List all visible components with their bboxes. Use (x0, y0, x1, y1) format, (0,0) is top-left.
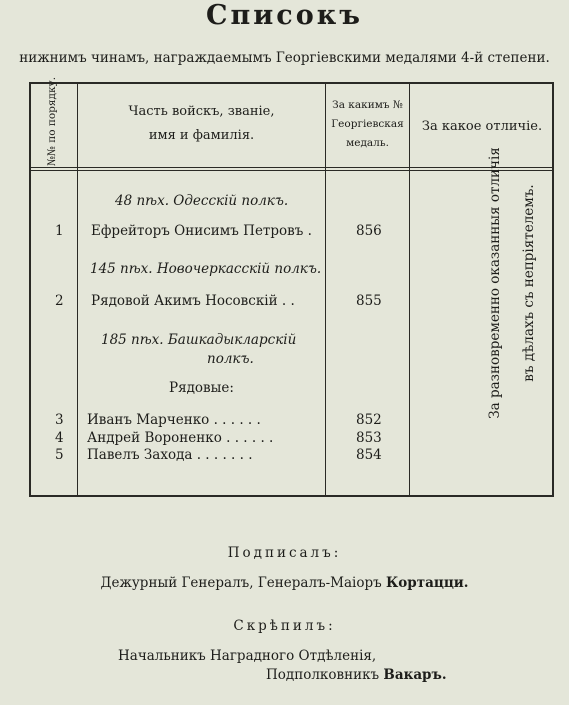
header-col-unit-line2: имя и фамилія. (148, 128, 255, 143)
sealed-by-name: Вакаръ. (383, 667, 447, 683)
header-col-number: №№ по порядку. (46, 76, 58, 166)
regiment-label: 48 пѣх. Одесскій полкъ. (115, 193, 289, 209)
sealed-by-line1: Начальникъ Наградного Отдѣленія, (118, 648, 377, 664)
header-col-medal-line3: медаль. (346, 137, 389, 149)
row-name: Павелъ Захода . . . . . . . (87, 447, 253, 463)
page-title: Списокъ (206, 0, 363, 31)
column-divider (409, 84, 410, 495)
subheading: Рядовые: (169, 380, 234, 396)
reason-text-cont: въ дѣлахъ съ непріятелемъ. (521, 184, 537, 382)
row-number: 5 (55, 447, 64, 463)
awards-table (29, 76, 554, 497)
header-col-medal (326, 96, 409, 153)
row-number: 2 (55, 293, 64, 309)
header-divider (31, 167, 552, 171)
row-medal: 852 (356, 412, 382, 428)
page-subtitle: нижнимъ чинамъ, награждаемымъ Георгіевскими медалями 4-й степени. (19, 50, 550, 66)
row-medal: 853 (356, 430, 382, 446)
row-medal: 854 (356, 447, 382, 463)
sealed-by-line2 (266, 667, 447, 683)
header-col-unit-line1: Часть войскъ, званіе, (128, 104, 275, 119)
signed-label: Подписалъ: (227, 545, 342, 561)
header-col-medal-line1: За какимъ № (332, 99, 403, 111)
row-name: Рядовой Акимъ Носовскій . . (91, 293, 295, 309)
row-name: Ефрейторъ Онисимъ Петровъ . (91, 223, 312, 239)
row-name: Андрей Вороненко . . . . . . (87, 430, 274, 446)
row-medal: 856 (356, 223, 382, 239)
row-number: 1 (55, 223, 64, 239)
header-col-reason: За какое отличіе. (421, 119, 543, 134)
sealed-label: Скрѣпилъ: (233, 618, 336, 634)
sealed-by-title: Подполковникъ (266, 667, 380, 683)
signed-by-title: Дежурный Генералъ, Генералъ-Маіоръ (100, 575, 382, 591)
row-number: 4 (55, 430, 64, 446)
row-number: 3 (55, 412, 64, 428)
regiment-label-cont: полкъ. (207, 351, 254, 367)
header-col-unit (78, 100, 325, 148)
row-medal: 855 (356, 293, 382, 309)
regiment-label: 185 пѣх. Башкадыкларскій (101, 332, 297, 348)
regiment-label: 145 пѣх. Новочеркасскій полкъ. (90, 261, 322, 277)
row-name: Иванъ Марченко . . . . . . (87, 412, 261, 428)
reason-text: За разновременно оказанныя отличія (487, 147, 503, 419)
signed-by-name: Кортацци. (386, 575, 469, 591)
signed-by (0, 575, 569, 591)
header-col-medal-line2: Георгіевская (331, 118, 404, 130)
